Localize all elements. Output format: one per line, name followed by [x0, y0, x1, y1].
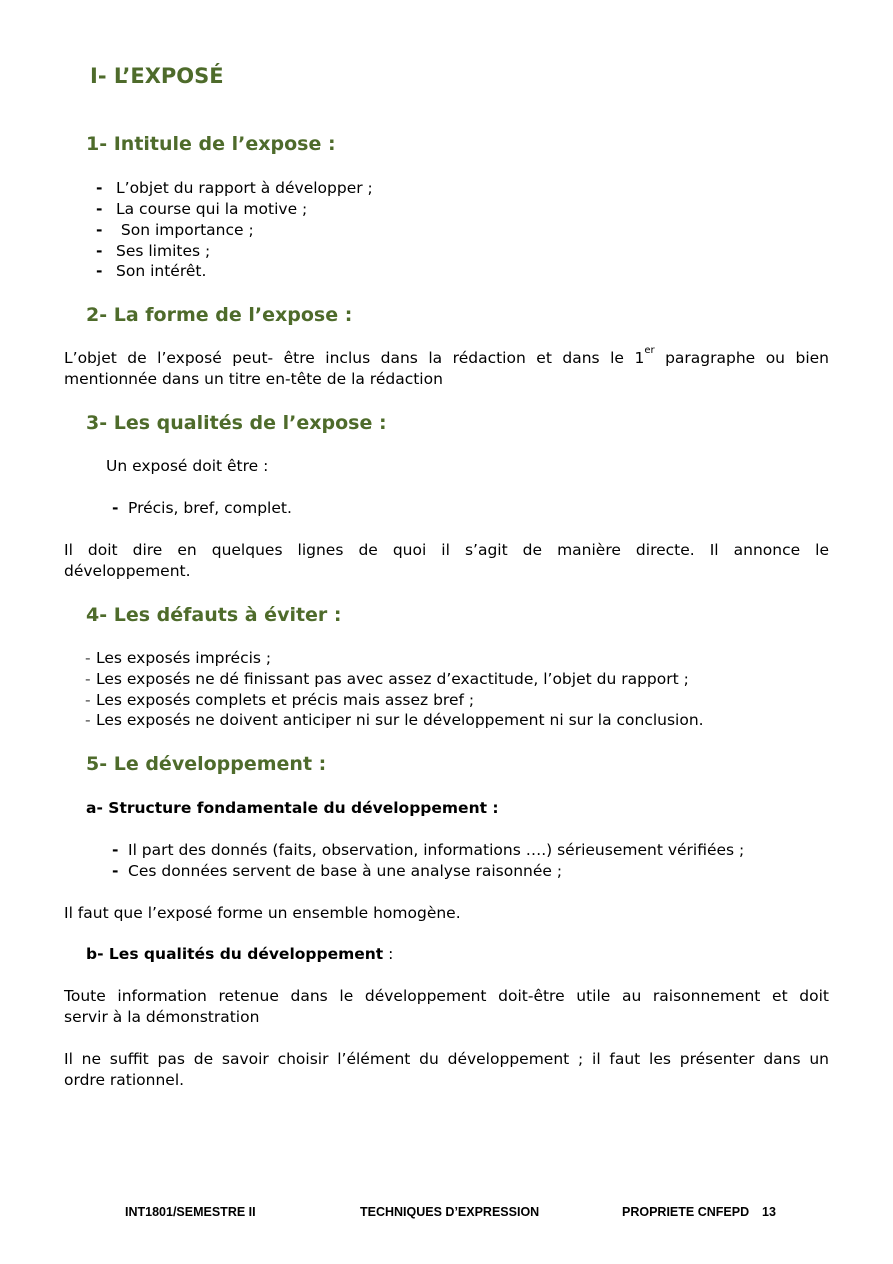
text-span: paragraphe ou bien — [654, 349, 830, 367]
list-item — [85, 670, 689, 688]
paragraph-line: développement. — [64, 562, 191, 580]
bullet-dash: - — [85, 711, 91, 729]
subsection-b-heading — [86, 945, 393, 963]
list-item-text: Les exposés ne doivent anticiper ni sur le développement ni sur la conclusion. — [96, 711, 704, 729]
list-item-text: La course qui la motive ; — [116, 200, 308, 218]
page-number: 13 — [762, 1205, 776, 1219]
paragraph-line: Il ne suffit pas de savoir choisir l’élément du développement ; il faut les présenter dans un — [64, 1050, 829, 1068]
paragraph-line: servir à la démonstration — [64, 1008, 260, 1026]
section-3-heading: 3- Les qualités de l’expose : — [86, 412, 387, 434]
list-item — [96, 200, 307, 218]
list-item — [96, 179, 373, 197]
bullet-dash: - — [112, 499, 119, 517]
footer-course-code: INT1801/SEMESTRE II — [125, 1205, 256, 1219]
list-item — [85, 649, 271, 667]
section-1-heading: 1- Intitule de l’expose : — [86, 133, 336, 155]
list-item — [112, 862, 562, 880]
list-item-text: Les exposés imprécis ; — [96, 649, 272, 667]
list-item-text: Ces données servent de base à une analyse raisonnée ; — [128, 862, 563, 880]
list-item-text: Son intérêt. — [116, 262, 207, 280]
footer-course-title: TECHNIQUES D’EXPRESSION — [360, 1205, 540, 1219]
paragraph-line: Il doit dire en quelques lignes de quoi il s’agit de manière directe. Il annonce le — [64, 541, 829, 559]
list-item — [96, 262, 206, 280]
bullet-dash: - — [96, 200, 103, 218]
footer-owner: PROPRIETE CNFEPD — [622, 1205, 750, 1219]
text-span: L’objet de l’exposé peut- être inclus dans la rédaction et dans le 1 — [64, 349, 645, 367]
section-4-heading: 4- Les défauts à éviter : — [86, 604, 342, 626]
paragraph-line: mentionnée dans un titre en-tête de la rédaction — [64, 370, 443, 388]
list-item — [112, 841, 744, 859]
list-item — [96, 221, 254, 239]
list-item — [112, 499, 292, 517]
list-item-text: Les exposés complets et précis mais assez bref ; — [96, 691, 475, 709]
list-item — [85, 711, 704, 729]
subsection-b-title: b- Les qualités du développement — [86, 945, 384, 963]
superscript: er — [644, 345, 655, 356]
bullet-dash: - — [96, 262, 103, 280]
bullet-dash: - — [112, 841, 119, 859]
bullet-dash: - — [96, 242, 103, 260]
paragraph-line: Toute information retenue dans le développement doit-être utile au raisonnement et doit — [64, 987, 829, 1005]
list-item-text: Ses limites ; — [116, 242, 211, 260]
list-item — [85, 691, 474, 709]
bullet-dash: - — [85, 670, 91, 688]
section-5-heading: 5- Le développement : — [86, 753, 327, 775]
bullet-dash: - — [96, 179, 103, 197]
bullet-dash: - — [112, 862, 119, 880]
list-item — [96, 242, 210, 260]
list-item-text: Il part des donnés (faits, observation, informations ….) sérieusement vérifiées ; — [128, 841, 745, 859]
list-item-text: Son importance ; — [116, 221, 254, 239]
list-item-text: Précis, bref, complet. — [128, 499, 292, 517]
subsection-a-heading: a- Structure fondamentale du développement : — [86, 799, 499, 817]
bullet-dash: - — [96, 221, 103, 239]
paragraph-line: ordre rationnel. — [64, 1071, 185, 1089]
paragraph-line: Il faut que l’exposé forme un ensemble homogène. — [64, 904, 461, 922]
list-item-text: Les exposés ne dé finissant pas avec assez d’exactitude, l’objet du rapport ; — [96, 670, 689, 688]
list-item-text: L’objet du rapport à développer ; — [116, 179, 373, 197]
bullet-dash: - — [85, 691, 91, 709]
paragraph-line: Un exposé doit être : — [106, 457, 269, 475]
page-title: I- L’EXPOSÉ — [90, 64, 224, 88]
paragraph-line — [64, 345, 830, 367]
subsection-b-colon: : — [383, 945, 394, 963]
section-2-heading: 2- La forme de l’expose : — [86, 304, 353, 326]
bullet-dash: - — [85, 649, 91, 667]
